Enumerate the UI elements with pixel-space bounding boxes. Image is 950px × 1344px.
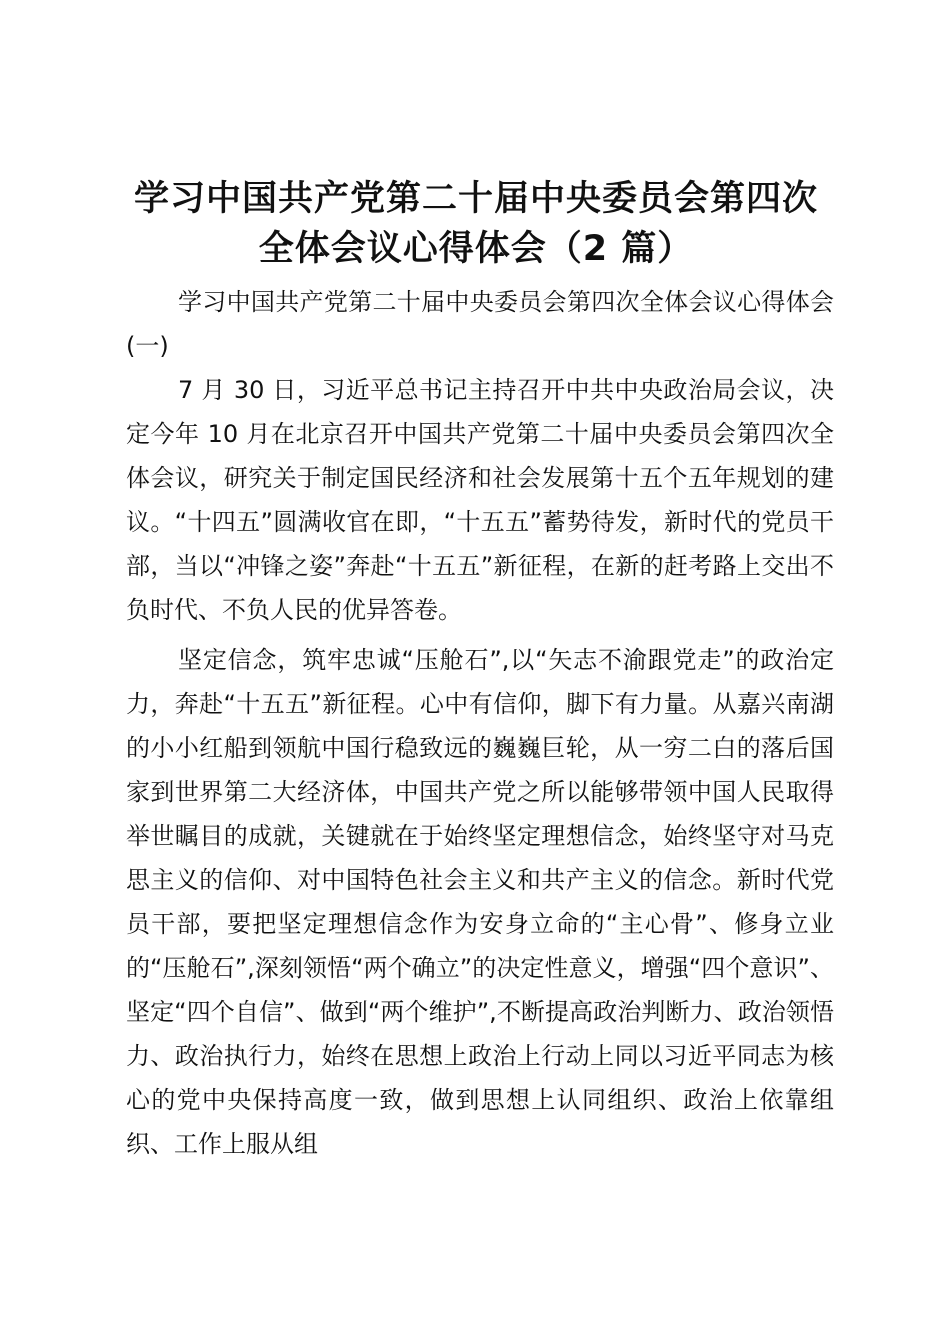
- document-title: 学习中国共产党第二十届中央委员会第四次全体会议心得体会（2 篇）: [133, 179, 818, 269]
- subtitle-paragraph: 学习中国共产党第二十届中央委员会第四次全体会议心得体会(一): [126, 288, 834, 360]
- body-paragraph: 坚定信念，筑牢忠诚“压舱石”,以“矢志不渝跟党走”的政治定力，奔赴“十五五”新征程。心中有信仰，脚下有力量。从嘉兴南湖的小小红船到领航中国行稳致远的巍巍巨轮，从一穷二白的落后国家到世界第二大经济体，中国共产党之所以能够带领中国人民取得举世瞩目的成就，关键就在于始终坚定理想信念，始终坚守对马克思主义的信仰、对中国特色社会主义和共产主义的信念。新时代党员干部，要把坚定理想信念作为安身立命的“主心骨”、修身立业的“压舱石”,深刻领悟“两个确立”的决定性意义，增强“四个意识”、坚定“四个自信”、做到“两个维护”,不断提高政治判断力、政治领悟力、政治执行力，始终在思想上政治上行动上同以习近平同志为核心的党中央保持高度一致，做到思想上认同组织、政治上依靠组织、工作上服从组: [126, 646, 834, 1158]
- document-body: [126, 280, 834, 1166]
- intro-paragraph: 7 月 30 日，习近平总书记主持召开中共中央政治局会议，决定今年 10 月在北京召开中国共产党第二十届中央委员会第四次全体会议，研究关于制定国民经济和社会发展第十五个五年规划的建议。“十四五”圆满收官在即，“十五五”蓄势待发，新时代的党员干部，当以“冲锋之姿”奔赴“十五五”新征程，在新的赶考路上交出不负时代、不负人民的优异答卷。: [126, 376, 834, 624]
